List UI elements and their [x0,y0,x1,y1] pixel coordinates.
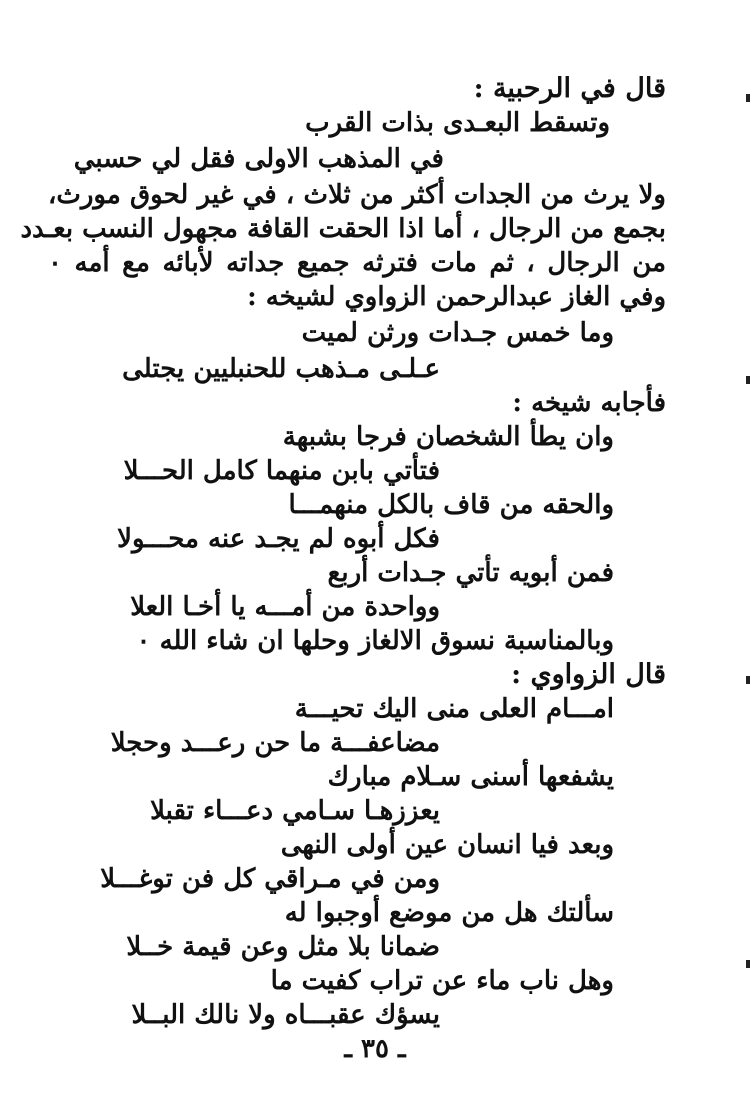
prose-line: وفي الغاز عبدالرحمن الزواوي لشيخه : [247,282,666,312]
verse-line: فكل أبوه لم يجـد عنه محـــولا [117,524,440,554]
verse-line: عـلـى مـذهب للحنبليين يجتلى [122,354,440,384]
verse-line: وبعد فيا انسان عين أولى النهى [280,830,614,860]
section-heading: فأجابه شيخه : [512,388,666,418]
verse-line: وما خمس جـدات ورثن لميت [301,318,614,348]
verse-line: يشفعها أسنى سـلام مبارك [327,762,614,792]
prose-line: ولا يرث من الجدات أكثر من ثلاث ، في غير لحوق مورث، [48,180,666,210]
prose-line: وبالمناسبة نسوق الالغاز وحلها ان شاء الله ٠ [136,626,614,656]
prose-line: بجمع من الرجال ، أما اذا الحقت القافة مجهول النسب بعـدد [20,214,666,244]
verse-line: يعززهـا سـامي دعـــاء تقبلا [150,796,440,826]
section-heading: قال في الرحبية : [473,73,666,104]
section-heading: قال الزواوي : [511,659,666,690]
page-number: ـ ٣٥ ـ [344,1034,406,1064]
verse-line: فتأتي بابن منهما كامل الحـــلا [123,456,440,486]
scan-edge-mark [746,94,750,102]
verse-line: يسؤك عقبـــاه ولا نالك البــلا [131,1000,440,1030]
verse-line: وان يطأ الشخصان فرجا بشبهة [282,422,614,452]
scan-edge-mark [746,676,750,684]
scan-edge-mark [746,960,750,968]
verse-line: ضمانا بلا مثل وعن قيمة خــلا [126,932,440,962]
prose-line: من الرجال ، ثم مات فترثه جميع جداته لأبائه مع أمه ٠ [48,248,666,278]
verse-line: ومن في مـراقي كل فن توغـــلا [100,864,440,894]
verse-line: والحقه من قاف بالكل منهمـــا [288,490,614,520]
verse-line: مضاعفـــة ما حن رعـــد وحجلا [110,728,440,758]
scan-edge-mark [746,376,750,384]
verse-line: فمن أبويه تأتي جـدات أربع [327,558,614,588]
verse-line: وواحدة من أمـــه يا أخـا العلا [130,592,440,622]
verse-line: امـــام العلى منى اليك تحيـــة [294,694,614,724]
verse-line: في المذهب الاولى فقل لي حسبي [73,144,444,174]
verse-line: سألتك هل من موضع أوجبوا له [284,898,614,928]
verse-line: وهل ناب ماء عن تراب كفيت ما [270,966,614,996]
verse-line: وتسقط البعـدى بذات القرب [305,108,610,138]
